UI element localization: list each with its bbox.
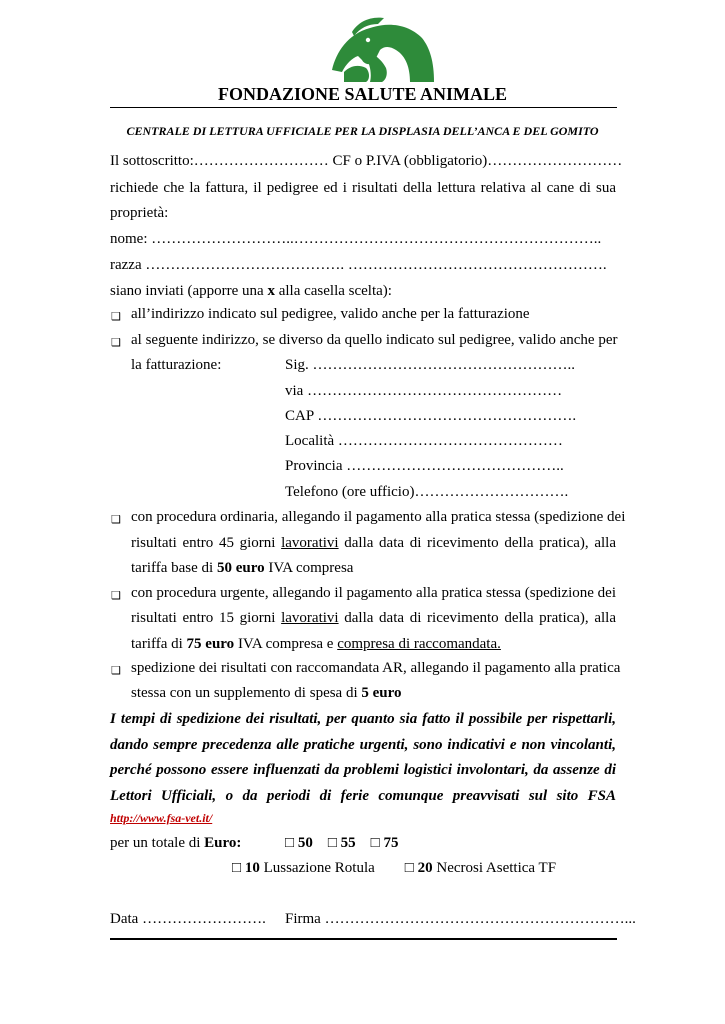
checkbox-other-address[interactable]: ❑ xyxy=(111,337,121,349)
title-divider xyxy=(110,107,617,108)
option-pedigree-address: all’indirizzo indicato sul pedigree, valido anche per la fatturazione xyxy=(131,306,530,322)
checkbox-necrosi[interactable]: □ xyxy=(404,860,414,876)
option-ordinary-l1: con procedura ordinaria, allegando il pagamento alla pratica stessa (spedizione dei xyxy=(131,509,626,525)
checkbox-pedigree-address[interactable]: ❑ xyxy=(111,311,121,323)
ordinary-text-b: dalla data di ricevimento della pratica), alla xyxy=(338,535,616,551)
instructions-text: siano inviati (apporre una xyxy=(110,283,268,299)
ordinary-lavorativi: lavorativi xyxy=(281,535,339,551)
nome-line: nome: ………………………..…………………………………………………….. xyxy=(110,231,602,247)
ordinary-price: 50 euro xyxy=(216,560,265,576)
option-raccomandata-l2 xyxy=(131,685,616,702)
option-other-address: al seguente indirizzo, se diverso da quello indicato sul pedigree, valido anche per xyxy=(131,332,618,348)
extra-necrosi-label: Necrosi Asettica TF xyxy=(432,860,557,876)
extra-10: 10 xyxy=(244,860,260,876)
checkbox-75[interactable]: □ xyxy=(370,835,380,851)
fsa-website-link[interactable]: http://www.fsa-vet.it/ xyxy=(110,811,213,825)
urgent-price: 75 euro xyxy=(186,636,235,652)
urgent-lavorativi: lavorativi xyxy=(281,610,339,626)
option-other-address-cont: la fatturazione: xyxy=(131,357,222,373)
page-subtitle: CENTRALE DI LETTURA UFFICIALE PER LA DISPLASIA DELL’ANCA E DEL GOMITO xyxy=(126,124,599,138)
instructions-text-end: alla casella scelta): xyxy=(274,283,392,299)
addr-via: via …………………………………………… xyxy=(285,383,563,399)
euro-label: Euro: xyxy=(204,835,242,851)
addr-cap: CAP ……………………………………………. xyxy=(285,408,577,424)
request-line: richiede che la fattura, il pedigree ed i risultati della lettura relativa al cane di sua xyxy=(110,180,616,196)
ordinary-text-a: risultati entro 45 giorni xyxy=(131,535,282,551)
extra-lussazione-label: Lussazione Rotula xyxy=(259,860,375,876)
addr-telefono: Telefono (ore ufficio)…………………………. xyxy=(285,484,569,500)
raccomandata-price: 5 euro xyxy=(361,685,402,701)
urgent-raccomandata: compresa di raccomandata. xyxy=(337,636,501,652)
option-ordinary-l3 xyxy=(131,560,616,577)
addr-provincia: Provincia …………………………………….. xyxy=(285,458,564,474)
option-raccomandata-l1: spedizione dei risultati con raccomandata AR, allegando il pagamento alla pratica xyxy=(131,660,621,676)
amount-55: 55 xyxy=(340,835,356,851)
option-urgent-l3 xyxy=(131,636,616,653)
bottom-divider xyxy=(110,938,617,940)
raccomandata-text: stessa con un supplemento di spesa di xyxy=(131,685,362,701)
addr-localita: Località ……………………………………… xyxy=(285,433,563,449)
foundation-logo xyxy=(330,12,434,84)
checkbox-ordinary[interactable]: ❑ xyxy=(111,514,121,526)
razza-line: razza …………………………………. ……………………………………………. xyxy=(110,257,607,273)
ordinary-iva: IVA compresa xyxy=(264,560,354,576)
sottoscritto-line: Il sottoscritto:……………………… CF o P.IVA (obbligatorio)……………………… xyxy=(110,153,623,169)
checkbox-55[interactable]: □ xyxy=(327,835,337,851)
urgent-iva: IVA compresa e xyxy=(234,636,338,652)
instructions-line xyxy=(110,283,616,300)
extra-options xyxy=(232,860,612,877)
amount-options xyxy=(285,835,485,852)
ordinary-tariff-text: tariffa base di xyxy=(131,560,217,576)
extra-20: 20 xyxy=(417,860,433,876)
addr-sig: Sig. …………………………………………….. xyxy=(285,357,576,373)
link-line xyxy=(110,810,616,827)
urgent-text-b: dalla data di ricevimento della pratica), alla xyxy=(338,610,616,626)
amount-75: 75 xyxy=(383,835,399,851)
urgent-tariff-text: tariffa di xyxy=(131,636,187,652)
option-urgent-l2 xyxy=(131,610,616,627)
note-line-2: dando sempre precedenza alle pratiche urgenti, sono indicativi e non vincolanti, xyxy=(110,737,616,753)
amount-50: 50 xyxy=(297,835,313,851)
checkbox-lussazione[interactable]: □ xyxy=(232,860,242,876)
checkbox-50[interactable]: □ xyxy=(285,835,295,851)
firma-field[interactable]: Firma ……………………………………………………... xyxy=(285,911,636,927)
proprieta-line: proprietà: xyxy=(110,205,169,221)
note-line-1: I tempi di spedizione dei risultati, per quanto sia fatto il possibile per rispettarli, xyxy=(110,711,616,727)
note-line-4: Lettori Ufficiali, o da periodi di ferie comunque preavvisati sul sito FSA xyxy=(110,788,616,804)
urgent-text-a: risultati entro 15 giorni xyxy=(131,610,282,626)
note-line-3: perché possono essere influenzati da problemi logistici involontari, da assenze di xyxy=(110,762,616,778)
instructions-x: x xyxy=(267,283,275,299)
option-ordinary-l2 xyxy=(131,535,616,552)
checkbox-raccomandata[interactable]: ❑ xyxy=(111,665,121,677)
checkbox-urgent[interactable]: ❑ xyxy=(111,590,121,602)
total-label: per un totale di xyxy=(110,835,205,851)
option-urgent-l1: con procedura urgente, allegando il pagamento alla pratica stessa (spedizione dei xyxy=(131,585,616,601)
page-title: FONDAZIONE SALUTE ANIMALE xyxy=(217,84,508,104)
data-field[interactable]: Data ……………………. xyxy=(110,911,266,927)
